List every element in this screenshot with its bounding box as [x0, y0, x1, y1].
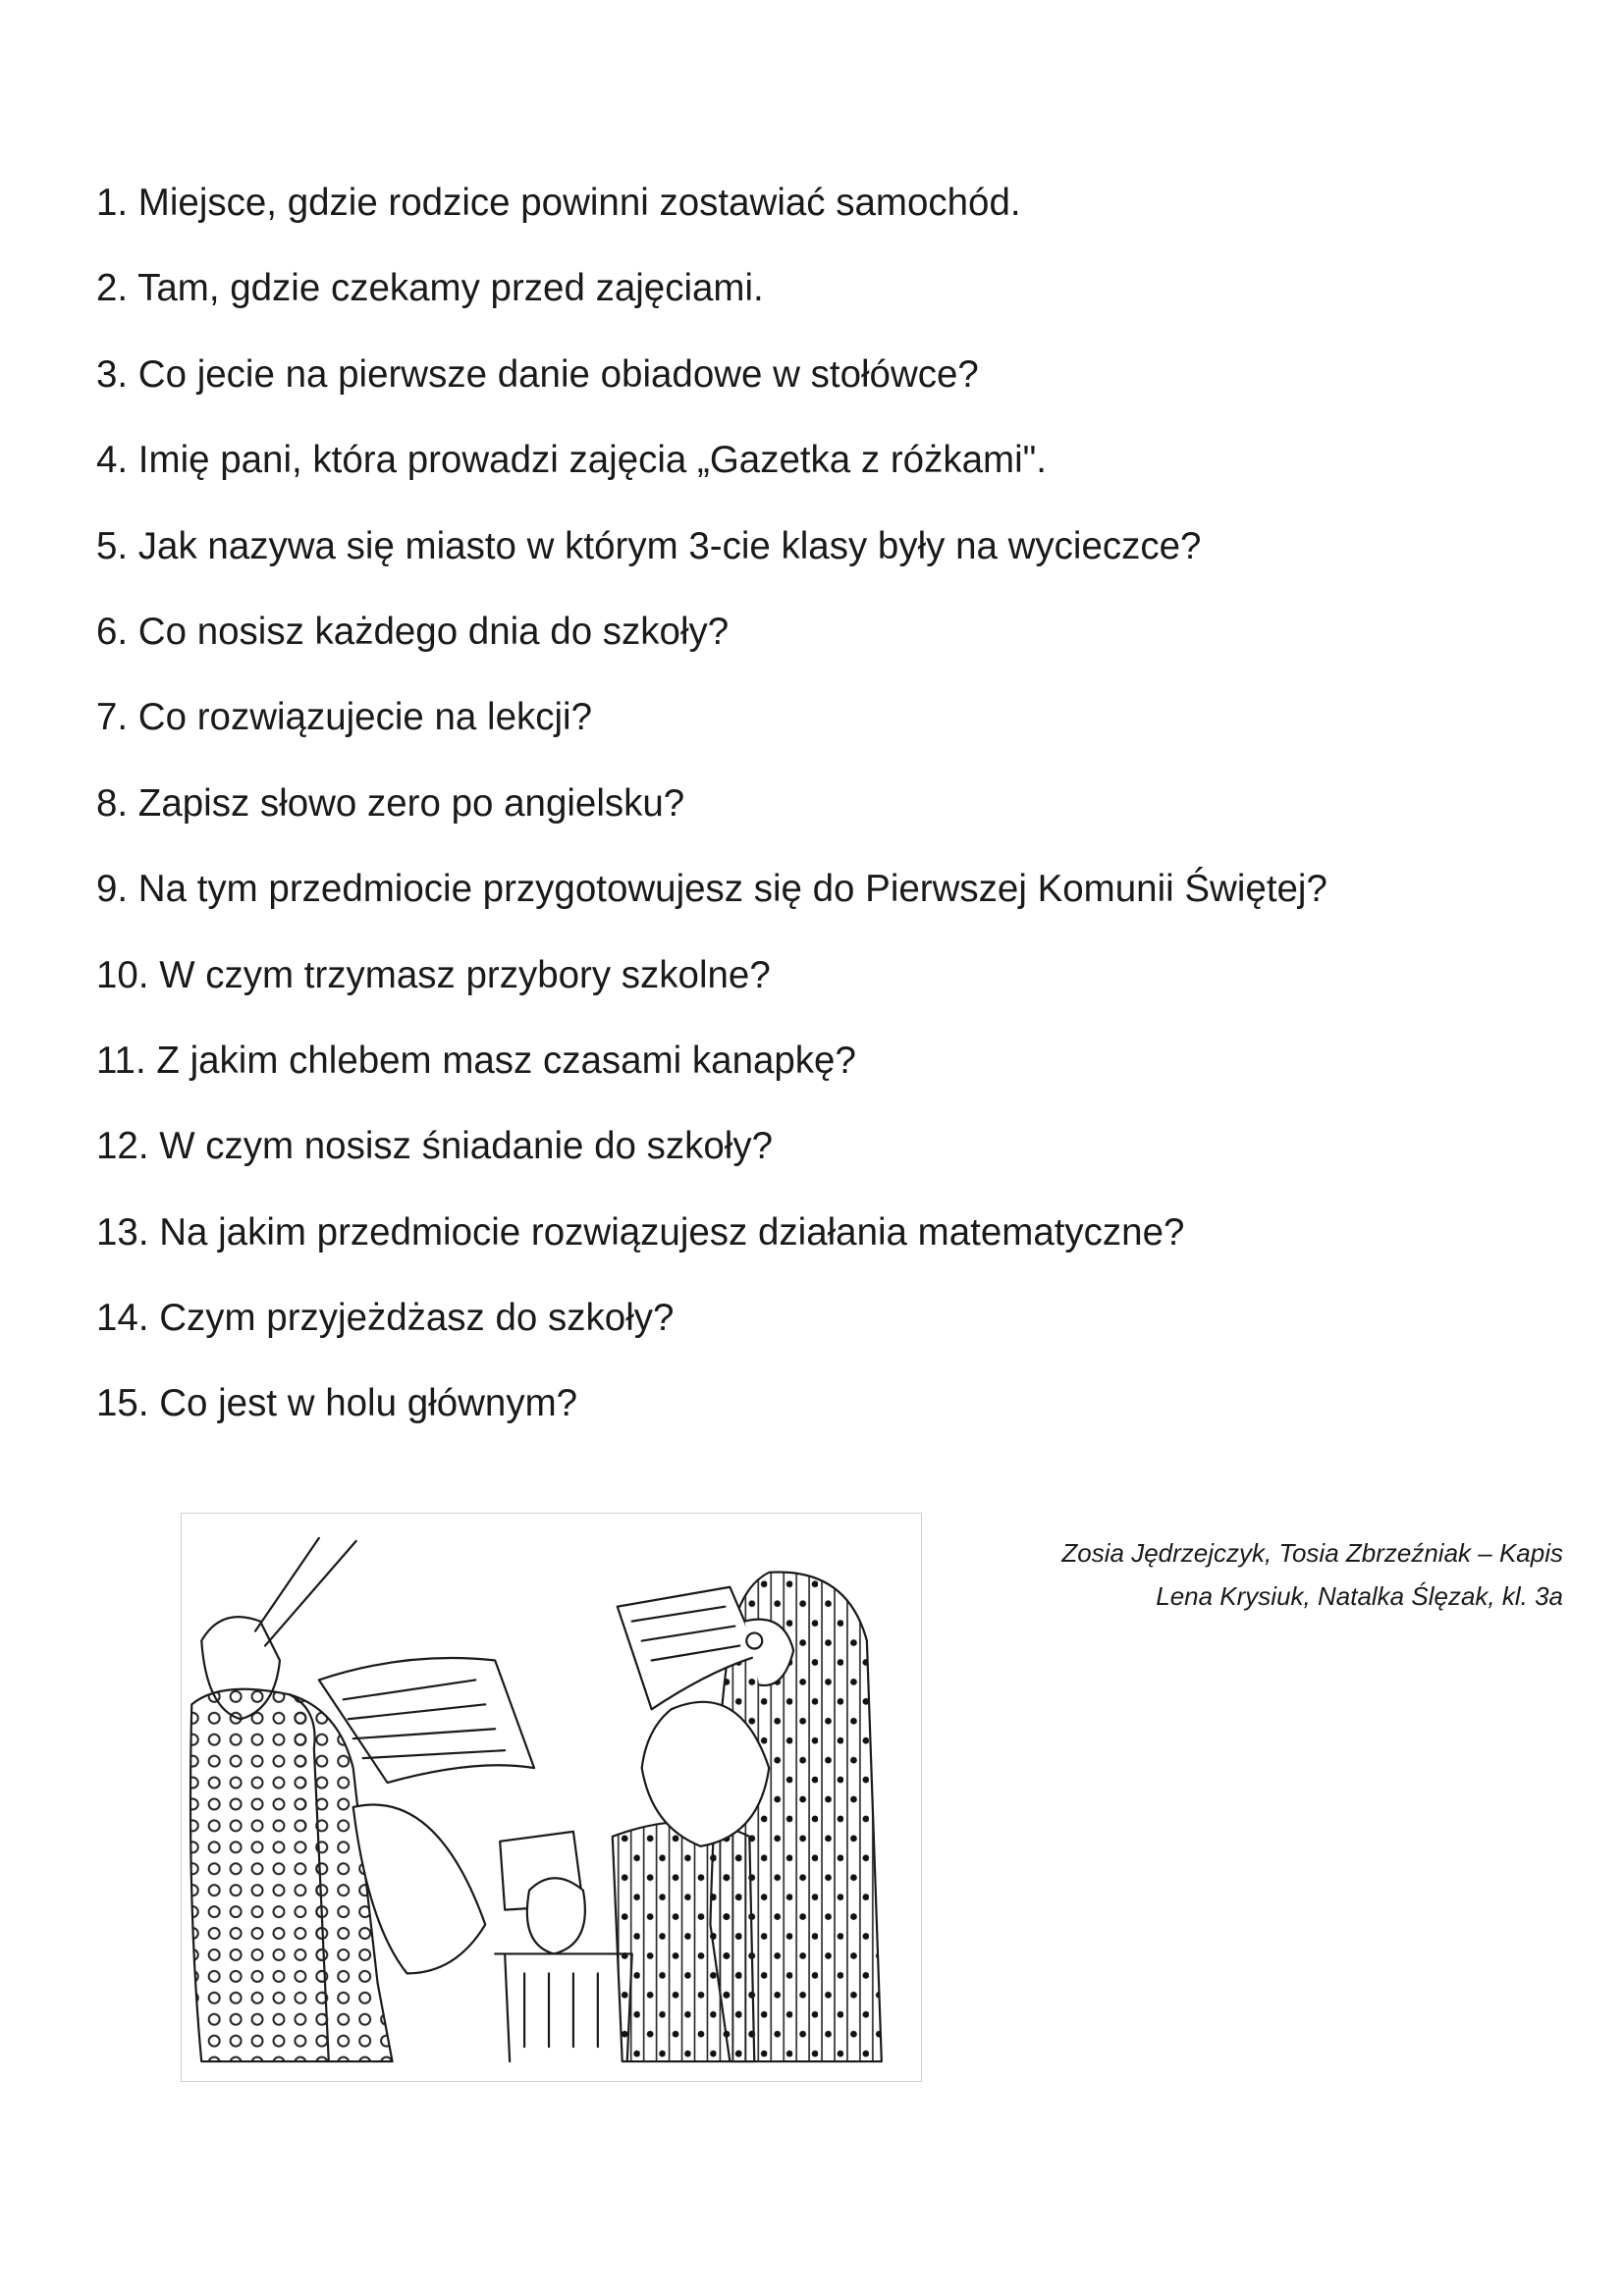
- question-item: 8. Zapisz słowo zero po angielsku?: [96, 781, 685, 825]
- question-item: 3. Co jecie na pierwsze danie obiadowe w stołówce?: [96, 352, 979, 396]
- credit-authors-line-2: Lena Krysiuk, Natalka Ślęzak, kl. 3a: [1156, 1581, 1563, 1611]
- question-item: 2. Tam, gdzie czekamy przed zajęciami.: [96, 267, 764, 310]
- illustration: [181, 1513, 922, 2082]
- question-list: [96, 160, 1327, 1447]
- question-item: 13. Na jakim przedmiocie rozwiązujesz działania matematyczne?: [96, 1210, 1185, 1254]
- question-item: 6. Co nosisz każdego dnia do szkoły?: [96, 610, 730, 653]
- credits: [1061, 1531, 1563, 1618]
- question-item: 10. W czym trzymasz przybory szkolne?: [96, 953, 771, 996]
- question-item: 5. Jak nazywa się miasto w którym 3-cie klasy były na wycieczce?: [96, 524, 1202, 567]
- question-item: 12. W czym nosisz śniadanie do szkoły?: [96, 1125, 774, 1168]
- reading-animals-drawing: [182, 1514, 921, 2081]
- question-item: 15. Co jest w holu głównym?: [96, 1382, 578, 1425]
- question-item: 7. Co rozwiązujecie na lekcji?: [96, 696, 593, 739]
- question-item: 14. Czym przyjeżdżasz do szkoły?: [96, 1297, 675, 1340]
- small-chair: [495, 1953, 632, 2061]
- question-item: 4. Imię pani, która prowadzi zajęcia „Gazetka z różkami".: [96, 439, 1047, 482]
- question-item: 1. Miejsce, gdzie rodzice powinni zostawiać samochód.: [96, 182, 1021, 224]
- question-item: 11. Z jakim chlebem masz czasami kanapkę?: [96, 1039, 856, 1082]
- question-item: 9. Na tym przedmiocie przygotowujesz się do Pierwszej Komunii Świętej?: [96, 868, 1327, 911]
- credit-authors-line-1: Zosia Jędrzejczyk, Tosia Zbrzeźniak – Kapis: [1061, 1538, 1563, 1568]
